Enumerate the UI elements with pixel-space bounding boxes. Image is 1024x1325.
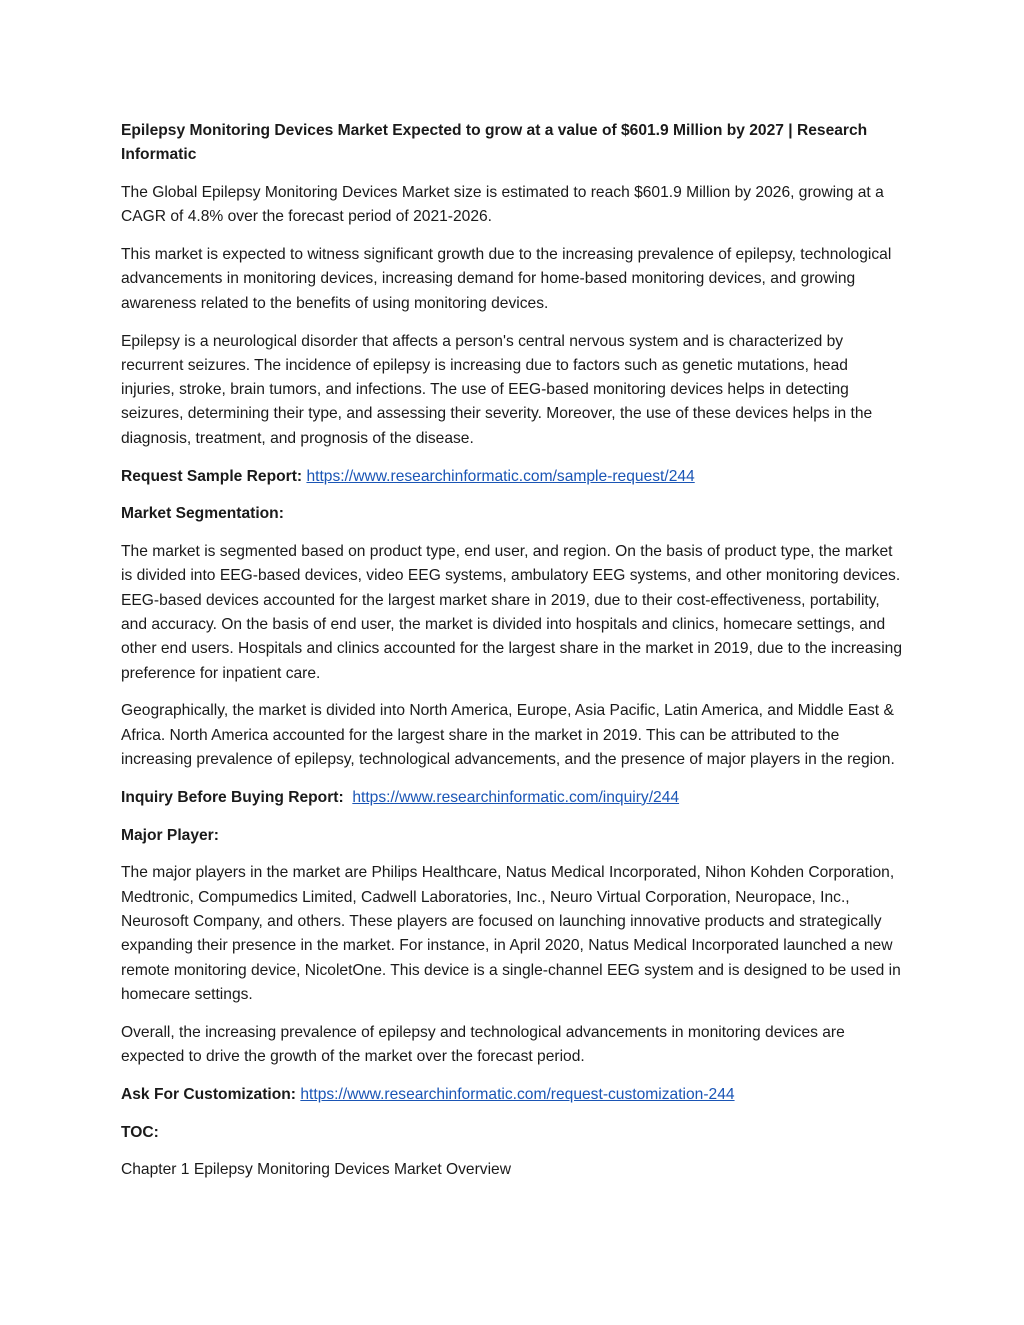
- segmentation-paragraph-2: Geographically, the market is divided into North America, Europe, Asia Pacific, Latin America, and Middle East & Africa. North America accounted for the largest share in the market in 2019. This can be attributed to the increasing prevalence of epilepsy, technological advancements, and the presence of major players in the region.: [121, 702, 895, 769]
- segmentation-heading: Market Segmentation:: [121, 505, 284, 523]
- document-title: Epilepsy Monitoring Devices Market Expected to grow at a value of $601.9 Million by 2027 | Research Informatic: [121, 122, 868, 164]
- players-paragraph: The major players in the market are Philips Healthcare, Natus Medical Incorporated, Nihon Kohden Corporation, Medtronic, Compumedics Limited, Cadwell Laboratories, Inc., Neuro Virtual Corporation, Neuropace, Inc., Neurosoft Company, and others. These players are focused on launching innovative products and strategically expanding their presence in the market. For instance, in April 2020, Natus Medical Incorporated launched a new remote monitoring device, NicoletOne. This device is a single-channel EEG system and is designed to be used in homecare settings.: [121, 864, 901, 1003]
- sample-request-label: Request Sample Report:: [121, 467, 303, 485]
- customization-label: Ask For Customization:: [121, 1085, 297, 1103]
- document-page: [121, 119, 906, 1196]
- players-heading: Major Player:: [121, 826, 219, 844]
- toc-heading: TOC:: [121, 1123, 159, 1141]
- sample-request-line: [121, 465, 906, 489]
- inquiry-link[interactable]: https://www.researchinformatic.com/inquiry/244: [352, 788, 680, 806]
- segmentation-paragraph-1: The market is segmented based on product type, end user, and region. On the basis of product type, the market is divided into EEG-based devices, video EEG systems, ambulatory EEG systems, and other monitoring devices. EEG-based devices accounted for the largest market share in 2019, due to their cost-effectiveness, portability, and accuracy. On the basis of end user, the market is divided into hospitals and clinics, homecare settings, and other end users. Hospitals and clinics accounted for the largest share in the market in 2019, due to the increasing preference for inpatient care.: [121, 543, 903, 682]
- inquiry-line: [121, 786, 906, 810]
- sample-request-link[interactable]: https://www.researchinformatic.com/sample-request/244: [306, 467, 695, 485]
- intro-paragraph: The Global Epilepsy Monitoring Devices Market size is estimated to reach $601.9 Million by 2026, growing at a CAGR of 4.8% over the forecast period of 2021-2026.: [121, 184, 884, 226]
- growth-paragraph: This market is expected to witness significant growth due to the increasing prevalence of epilepsy, technological advancements in monitoring devices, increasing demand for home-based monitoring devices, and growing awareness related to the benefits of using monitoring devices.: [121, 246, 892, 312]
- overall-paragraph: Overall, the increasing prevalence of epilepsy and technological advancements in monitoring devices are expected to drive the growth of the market over the forecast period.: [121, 1023, 845, 1065]
- customization-line: [121, 1083, 906, 1107]
- inquiry-label: Inquiry Before Buying Report:: [121, 788, 344, 806]
- customization-link[interactable]: https://www.researchinformatic.com/request-customization-244: [300, 1085, 735, 1103]
- disorder-paragraph: Epilepsy is a neurological disorder that affects a person's central nervous system and is characterized by recurrent seizures. The incidence of epilepsy is increasing due to factors such as genetic mutations, head injuries, stroke, brain tumors, and infections. The use of EEG-based monitoring devices helps in detecting seizures, determining their type, and assessing their severity. Moreover, the use of these devices helps in the diagnosis, treatment, and prognosis of the disease.: [121, 332, 873, 447]
- toc-chapter-1: Chapter 1 Epilepsy Monitoring Devices Market Overview: [121, 1161, 511, 1179]
